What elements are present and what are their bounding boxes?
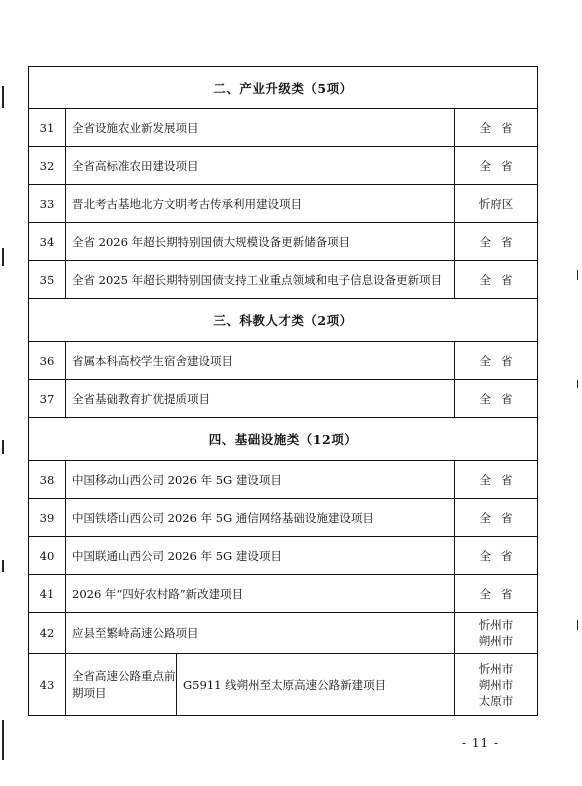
project-table: [28, 66, 538, 716]
table-row: [29, 109, 537, 147]
section-title: 三、科教人才类（2项）: [213, 313, 353, 328]
section-header: [29, 299, 537, 342]
project-name: 全省基础教育扩优提质项目: [66, 380, 455, 417]
row-number: 33: [29, 185, 66, 222]
scan-mark: [2, 440, 4, 454]
project-name: 全省设施农业新发展项目: [66, 109, 455, 146]
table-row: [29, 147, 537, 185]
project-name: 省属本科高校学生宿舍建设项目: [66, 342, 455, 379]
table-row: [29, 654, 537, 716]
project-name: 应县至繁峙高速公路项目: [66, 613, 455, 653]
row-number: 42: [29, 613, 66, 653]
project-location: 全省: [479, 234, 523, 249]
table-row: [29, 575, 537, 613]
project-group: 全省高速公路重点前期项目: [66, 654, 177, 715]
table-row: [29, 223, 537, 261]
table-row: [29, 261, 537, 299]
scan-mark: [577, 270, 578, 280]
scan-mark: [577, 620, 578, 630]
row-number: 32: [29, 147, 66, 184]
section-title: 二、产业升级类（5项）: [213, 80, 353, 96]
project-location: 全省: [479, 158, 523, 173]
project-location: 忻州市 朔州市: [478, 618, 514, 648]
project-location: 全省: [479, 353, 523, 368]
project-location: 忻府区: [478, 196, 514, 211]
row-number: 39: [29, 499, 66, 536]
project-location: 全省: [479, 472, 523, 487]
section-title: 四、基础设施类（12项）: [208, 432, 358, 447]
section-header: [29, 67, 537, 109]
row-number: 34: [29, 223, 66, 260]
row-number: 37: [29, 380, 66, 417]
project-name: 中国移动山西公司 2026 年 5G 建设项目: [66, 461, 455, 498]
row-number: 43: [29, 654, 66, 715]
table-row: [29, 461, 537, 499]
row-number: 41: [29, 575, 66, 612]
row-number: 36: [29, 342, 66, 379]
section-header: [29, 418, 537, 461]
project-name: 2026 年“四好农村路”新改建项目: [66, 575, 455, 612]
table-row: [29, 185, 537, 223]
row-number: 35: [29, 261, 66, 298]
project-name: 全省高标准农田建设项目: [66, 147, 455, 184]
row-number: 38: [29, 461, 66, 498]
table-row: [29, 342, 537, 380]
table-row: [29, 537, 537, 575]
project-name: 全省 2025 年超长期特别国债支持工业重点领域和电子信息设备更新项目: [66, 261, 455, 298]
row-number: 31: [29, 109, 66, 146]
project-location: 全省: [479, 510, 523, 525]
page-number: - 11 -: [462, 736, 500, 750]
project-name: 晋北考古基地北方文明考古传承利用建设项目: [66, 185, 455, 222]
table-row: [29, 613, 537, 654]
project-name: 全省 2026 年超长期特别国债大规模设备更新储备项目: [66, 223, 455, 260]
table-row: [29, 499, 537, 537]
table-row: [29, 380, 537, 418]
scan-mark: [2, 560, 4, 572]
project-name: 中国联通山西公司 2026 年 5G 建设项目: [66, 537, 455, 574]
scan-mark: [2, 720, 4, 760]
project-location: 全省: [479, 272, 523, 287]
project-location: 全省: [479, 391, 523, 406]
project-location: 忻州市 朔州市 太原市: [478, 661, 514, 708]
scan-mark: [2, 86, 4, 108]
scan-mark: [577, 380, 578, 388]
project-name: 中国铁塔山西公司 2026 年 5G 通信网络基础设施建设项目: [66, 499, 455, 536]
scan-mark: [2, 248, 4, 266]
project-location: 全省: [479, 120, 523, 135]
project-name: G5911 线朔州至太原高速公路新建项目: [177, 654, 455, 715]
project-location: 全省: [479, 586, 523, 601]
project-location: 全省: [479, 548, 523, 563]
row-number: 40: [29, 537, 66, 574]
